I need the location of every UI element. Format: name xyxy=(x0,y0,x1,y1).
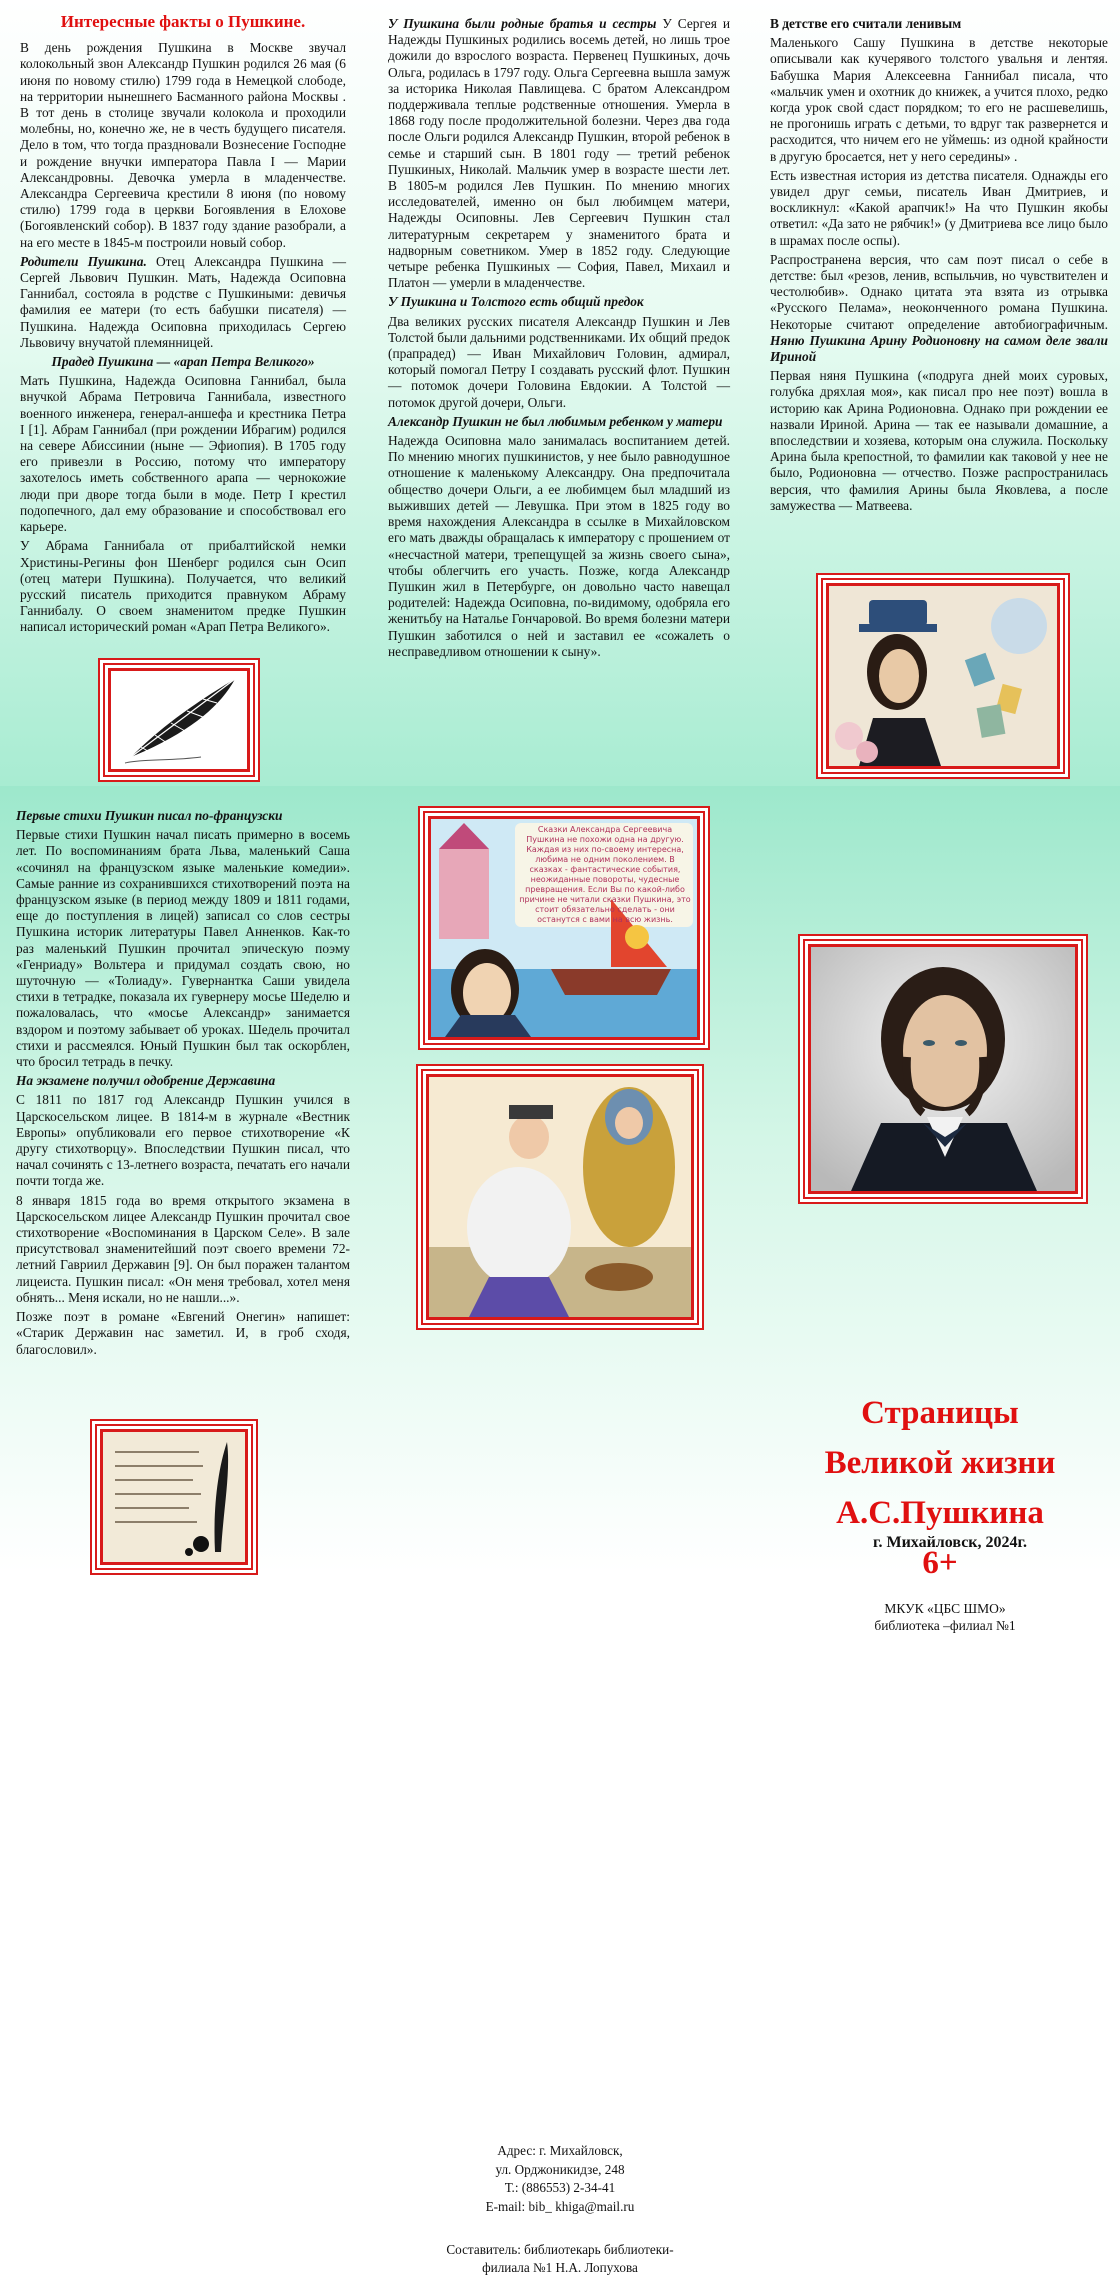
pushkin-portrait-image xyxy=(808,944,1078,1194)
compiler-block xyxy=(400,2241,720,2277)
siblings-heading: У Пушкина были родные братья и сестры xyxy=(388,16,657,31)
panel-4 xyxy=(16,808,350,1361)
address-street: ул. Орджоникидзе, 248 xyxy=(495,2161,625,2177)
tolstoy-paragraph: Два великих русских писателя Александр Пушкин и Лев Толстой были дальними родственниками. Их общий предок (прапрадед) — Иван Михайлович Головин, адмирал, который помогал Петру I создавать русский флот. Пушкин — потомок дочери Головина Евдокии. А Толстой — потомок другой дочери, Ольги. xyxy=(388,313,730,410)
title-line-3: А.С.Пушкина xyxy=(836,1495,1044,1531)
address-email[interactable]: E-mail: bib_ khiga@mail.ru xyxy=(485,2198,635,2214)
address-phone: Т.: (886553) 2-34-41 xyxy=(504,2180,616,2195)
manuscript-quill-image xyxy=(100,1429,248,1565)
siblings-paragraph xyxy=(388,16,730,291)
french-paragraph: Первые стихи Пушкин начал писать примерно в восемь лет. По воспоминаниям брата Льва, маленький Саша «сочинял на французском языке маленькие комедии». Самые ранние из сохранившихся стихотворений поэта на французском языке (в период между 1809 и 1811 годами, еще до поступления в лицей) записал со слов сестры Пушкина историк литературы Павел Анненков. Как-то раз маленький Пушкин прочитал эпическую поэму «Генриаду» Вольтера и придумал создать свою, но шуточную — «Толиаду». Гувернантка Саши увидела стихи в тетрадке, показала их гувернеру мосье Шеделю и пожаловалась, что «мосье Александр» занимается вздором и поэтому забывает об уроках. Шедель прочитал стихи и рассмеялся. Юный Пушкин был так оскорблен, что бросил тетрадь в печку. xyxy=(16,827,350,1070)
exam-paragraph: 8 января 1815 года во время открытого экзамена в Царскосельском лицее Александр Пушкин прочитал свое стихотворение «Воспоминания в Царском Селе». В зале присутствовал знаменитейший поэт своего времени 72-летний Гавриил Державин [9]. Он был поражен талантом лицеиста. Пушкин писал: «Он меня требовал, хотел меня обнять... Меня искали, но не нашли...». xyxy=(16,1192,350,1305)
mother-paragraph: Надежда Осиповна мало занималась воспитанием детей. По мнению многих пушкинистов, у нее было равнодушное отношение к маленькому Александру. Она предпочитала общество дочери Ольги, а ее любимцем был младший из выживших детей — Левушка. При этом в 1825 году во время нахождения Александра в ссылке в Михайловском его мать дважды обращалась к императору с прошением от «несчастной матери, трепещущей за жизнь своего сына», чтобы облегчить его участь. Позже, когда Александр Пушкин жил в Петербурге, он довольно часто навещал родителей: Надежда Осиповна, по-видимому, одобряла его женитьбу на Наталье Гончаровой. Во время болезни матери Пушкин заботился о ней и заставил ее «сожалеть о несправедливом отношении к сыну». xyxy=(388,433,730,659)
onegin-paragraph: Позже поэт в романе «Евгений Онегин» напишет: «Старик Державин нас заметил. И, в гроб сходя, благословил». xyxy=(16,1309,350,1357)
great-grandfather-heading: Прадед Пушкина — «арап Петра Великого» xyxy=(51,354,315,370)
panel-1 xyxy=(20,10,346,639)
nanny-heading: Няню Пушкина Арину Родионовну на самом деле звали Ириной xyxy=(770,332,1108,365)
leaflet-outside xyxy=(0,786,1120,2275)
nanny-paragraph: Первая няня Пушкина («подруга дней моих суровых, голубка дряхлая моя», как писал про нее поэт) вошла в историю как Арина Родионовна. Однако при рождении ее назвали Ириной. Арина — так ее называли домашние, а впоследствии и хозяева, которым она служила. Поскольку Арина была крепостной, то фамилии как таковой у нее не было, Родионовна — отчество. Позже распространилась версия, что фамилия Арины была Яковлева, а после замужества — Матвеева. xyxy=(770,368,1108,513)
leaflet-title xyxy=(800,1388,1080,1588)
hannibal-paragraph: Мать Пушкина, Надежда Осиповна Ганнибал, была внучкой Абрама Петровича Ганнибала, известного военного инженера, генерал-аншефа и крестника Петра I [1]. Абрам Ганнибал (при рождении Ибрагим) родился на севере Абиссинии (ныне — Эфиопия). В 1705 году его привезли в Россию, потому что императору захотелось иметь собственного арапа — чернокожие люди при дворе тогда были в моде. Петр I крестил подопечного, дал ему образование и способствовал его карьере. xyxy=(20,373,346,535)
birthday-paragraph: В день рождения Пушкина в Москве звучал колокольный звон Александр Пушкин родился 26 мая (6 июня по новому стилю) 1799 года в Немецкой слободе, на территории нынешнего Басманного района Москвы . В тот день в столице звучали колокола и проходили молебны, но, конечно же, не в честь будущего писателя. Дело в том, что тогда праздновали Вознесение Господне и рождение внучки императора Павла I — Марии Александровны. Девочка умерла в младенчестве. Александра Сергеевича крестили 8 июня (по новому стилю) 1799 года в церкви Богоявления в Елохове (Богоявленский собор). В 1837 году здание разобрали, а на его месте в 1845-м построили новый собор. xyxy=(20,40,346,250)
compiler-line-2: филиала №1 Н.А. Лопухова xyxy=(482,2260,638,2275)
lazy-paragraph: Маленького Сашу Пушкина в детстве некоторые описывали как кучерявого толстого увальня и лентяя. Бабушка Мария Алексеевна Ганнибал писала, что «мальчик умен и охотник до книжек, а учится плохо, редко когда урок свой сдаст порядком; то его не расшевелишь, не прогонишь играть с детьми, то вдруг так развернется и расходится, что ничем его не уймешь: из одной крайности в другую бросается, нет у него середины» . xyxy=(770,35,1108,164)
quill-feather-image xyxy=(108,668,250,772)
library-org-block xyxy=(830,1600,1060,1634)
self-description-paragraph xyxy=(770,252,1108,365)
library-org-name: МКУК «ЦБС ШМО» xyxy=(884,1601,1006,1616)
siblings-text: У Сергея и Надежды Пушкиных родились восемь детей, но лишь трое дожили до взрослого возраста. Первенец Пушкиных, дочь Ольга, родилась в 1797 году. Ольга Сергеевна вышла замуж за историка Николая Павлищева. С братом Александром поддерживала теплые родственные отношения. Умерла в 1868 году после продолжительной болезни. Через два года после Ольги родился Александр Пушкин, второй ребенок в семье и старший сын. В 1801 году — третий ребенок Пушкиных, Николай. Мальчик умер в возрасте шести лет. В 1805-м родился Лев Пушкин. По мнению многих исследователей, именно он был любимцем матери, Надежды Осиповны. Лев Сергеевич Пушкин стал литературным секретарем у знаменитого брата и надворным советником. Умер в 1852 году. Следующие четыре ребенка Пушкиных — София, Павел, Михаил и Платон — умерли в младенчестве. xyxy=(388,16,730,291)
city-year: г. Михайловск, 2024г. xyxy=(873,1534,1027,1551)
lazy-heading: В детстве его считали ленивым xyxy=(770,16,962,31)
goldfish-tale-image xyxy=(426,1074,694,1320)
title-line-2: Великой жизни xyxy=(824,1445,1056,1481)
french-heading: Первые стихи Пушкин писал по-французски xyxy=(16,808,283,823)
tolstoy-heading: У Пушкина и Толстого есть общий предок xyxy=(388,294,644,310)
self-description-text: Распространена версия, что сам поэт писал о себе в детстве: был «резов, ленив, вспыльчив, но чувствителен и честолюбив». Однако цитата эта взята из отрывка «Русского Пелама», неоконченного романа Пушкина. Некоторые считают определение автобиографичным. xyxy=(770,251,1108,332)
parents-text: Отец Александра Пушкина — Сергей Львович Пушкин. Мать, Надежда Осиповна Ганнибал, состояла в родстве с Пушкиными: девичья фамилия ее матери (то есть бабушки писателя) — Пушкина. Надежда Осиповна приходилась Сергею Львовичу внучатой племянницей. xyxy=(20,253,346,350)
parents-heading: Родители Пушкина. xyxy=(20,253,147,269)
lyceum-paragraph: С 1811 по 1817 год Александр Пушкин учился в Царскосельском лицее. В 1814-м в журнале «Вестник Европы» опубликовали его первое стихотворение «К другу стихотворцу». Впоследствии Пушкин писал, что начал сочинять с 13-летнего возраста, печатать его начали почти тогда же. xyxy=(16,1092,350,1189)
arapchik-paragraph: Есть известная история из детства писателя. Однажды его увидел друг семьи, писатель Иван Дмитриев, и воскликнул: «Какой арапчик!» На что Пушкин якобы ответил: «Да зато не рябчик!» (у Дмитриева все лицо было в шрамах после оспы). xyxy=(770,167,1108,248)
title-line-1: Страницы xyxy=(861,1395,1019,1431)
panel-1-title: Интересные факты о Пушкине. xyxy=(60,12,306,31)
mother-heading: Александр Пушкин не был любимым ребенком у матери xyxy=(388,413,723,429)
leaflet-inside xyxy=(0,0,1120,786)
address-block xyxy=(410,2142,710,2216)
derzhavin-heading: На экзамене получил одобрение Державина xyxy=(16,1073,276,1089)
fairy-tales-caption: Сказки Александра Сергеевича Пушкина не похожи одна на другую. Каждая из них по-своему интересна, любима не одним поколением. В сказках - фантастические события, неожиданные повороты, чудесные превращения. Если Вы по какой-либо причине не читали сказки Пушкина, это стоит обязательно сделать - они останутся с вами на всю жизнь. xyxy=(519,825,691,924)
compiler-line-1: Составитель: библиотекарь библиотеки- xyxy=(446,2242,674,2257)
fairy-tales-image xyxy=(428,816,700,1040)
panel-2 xyxy=(388,16,730,663)
address-city: Адрес: г. Михайловск, xyxy=(497,2143,623,2158)
parents-paragraph xyxy=(20,254,346,351)
library-branch: библиотека –филиал №1 xyxy=(874,1618,1016,1633)
panel-3 xyxy=(770,16,1108,517)
osip-paragraph: У Абрама Ганнибала от прибалтийской немки Христины-Регины фон Шенберг родился сын Осип (отец матери Пушкина). Получается, что великий русский писатель приходится правнуком Абраму Ганнибалу. О своем знаменитом предке Пушкин написал исторический роман «Арап Петра Великого». xyxy=(20,538,346,635)
pushkin-collage-image xyxy=(826,583,1060,769)
age-rating: 6+ xyxy=(922,1545,958,1581)
